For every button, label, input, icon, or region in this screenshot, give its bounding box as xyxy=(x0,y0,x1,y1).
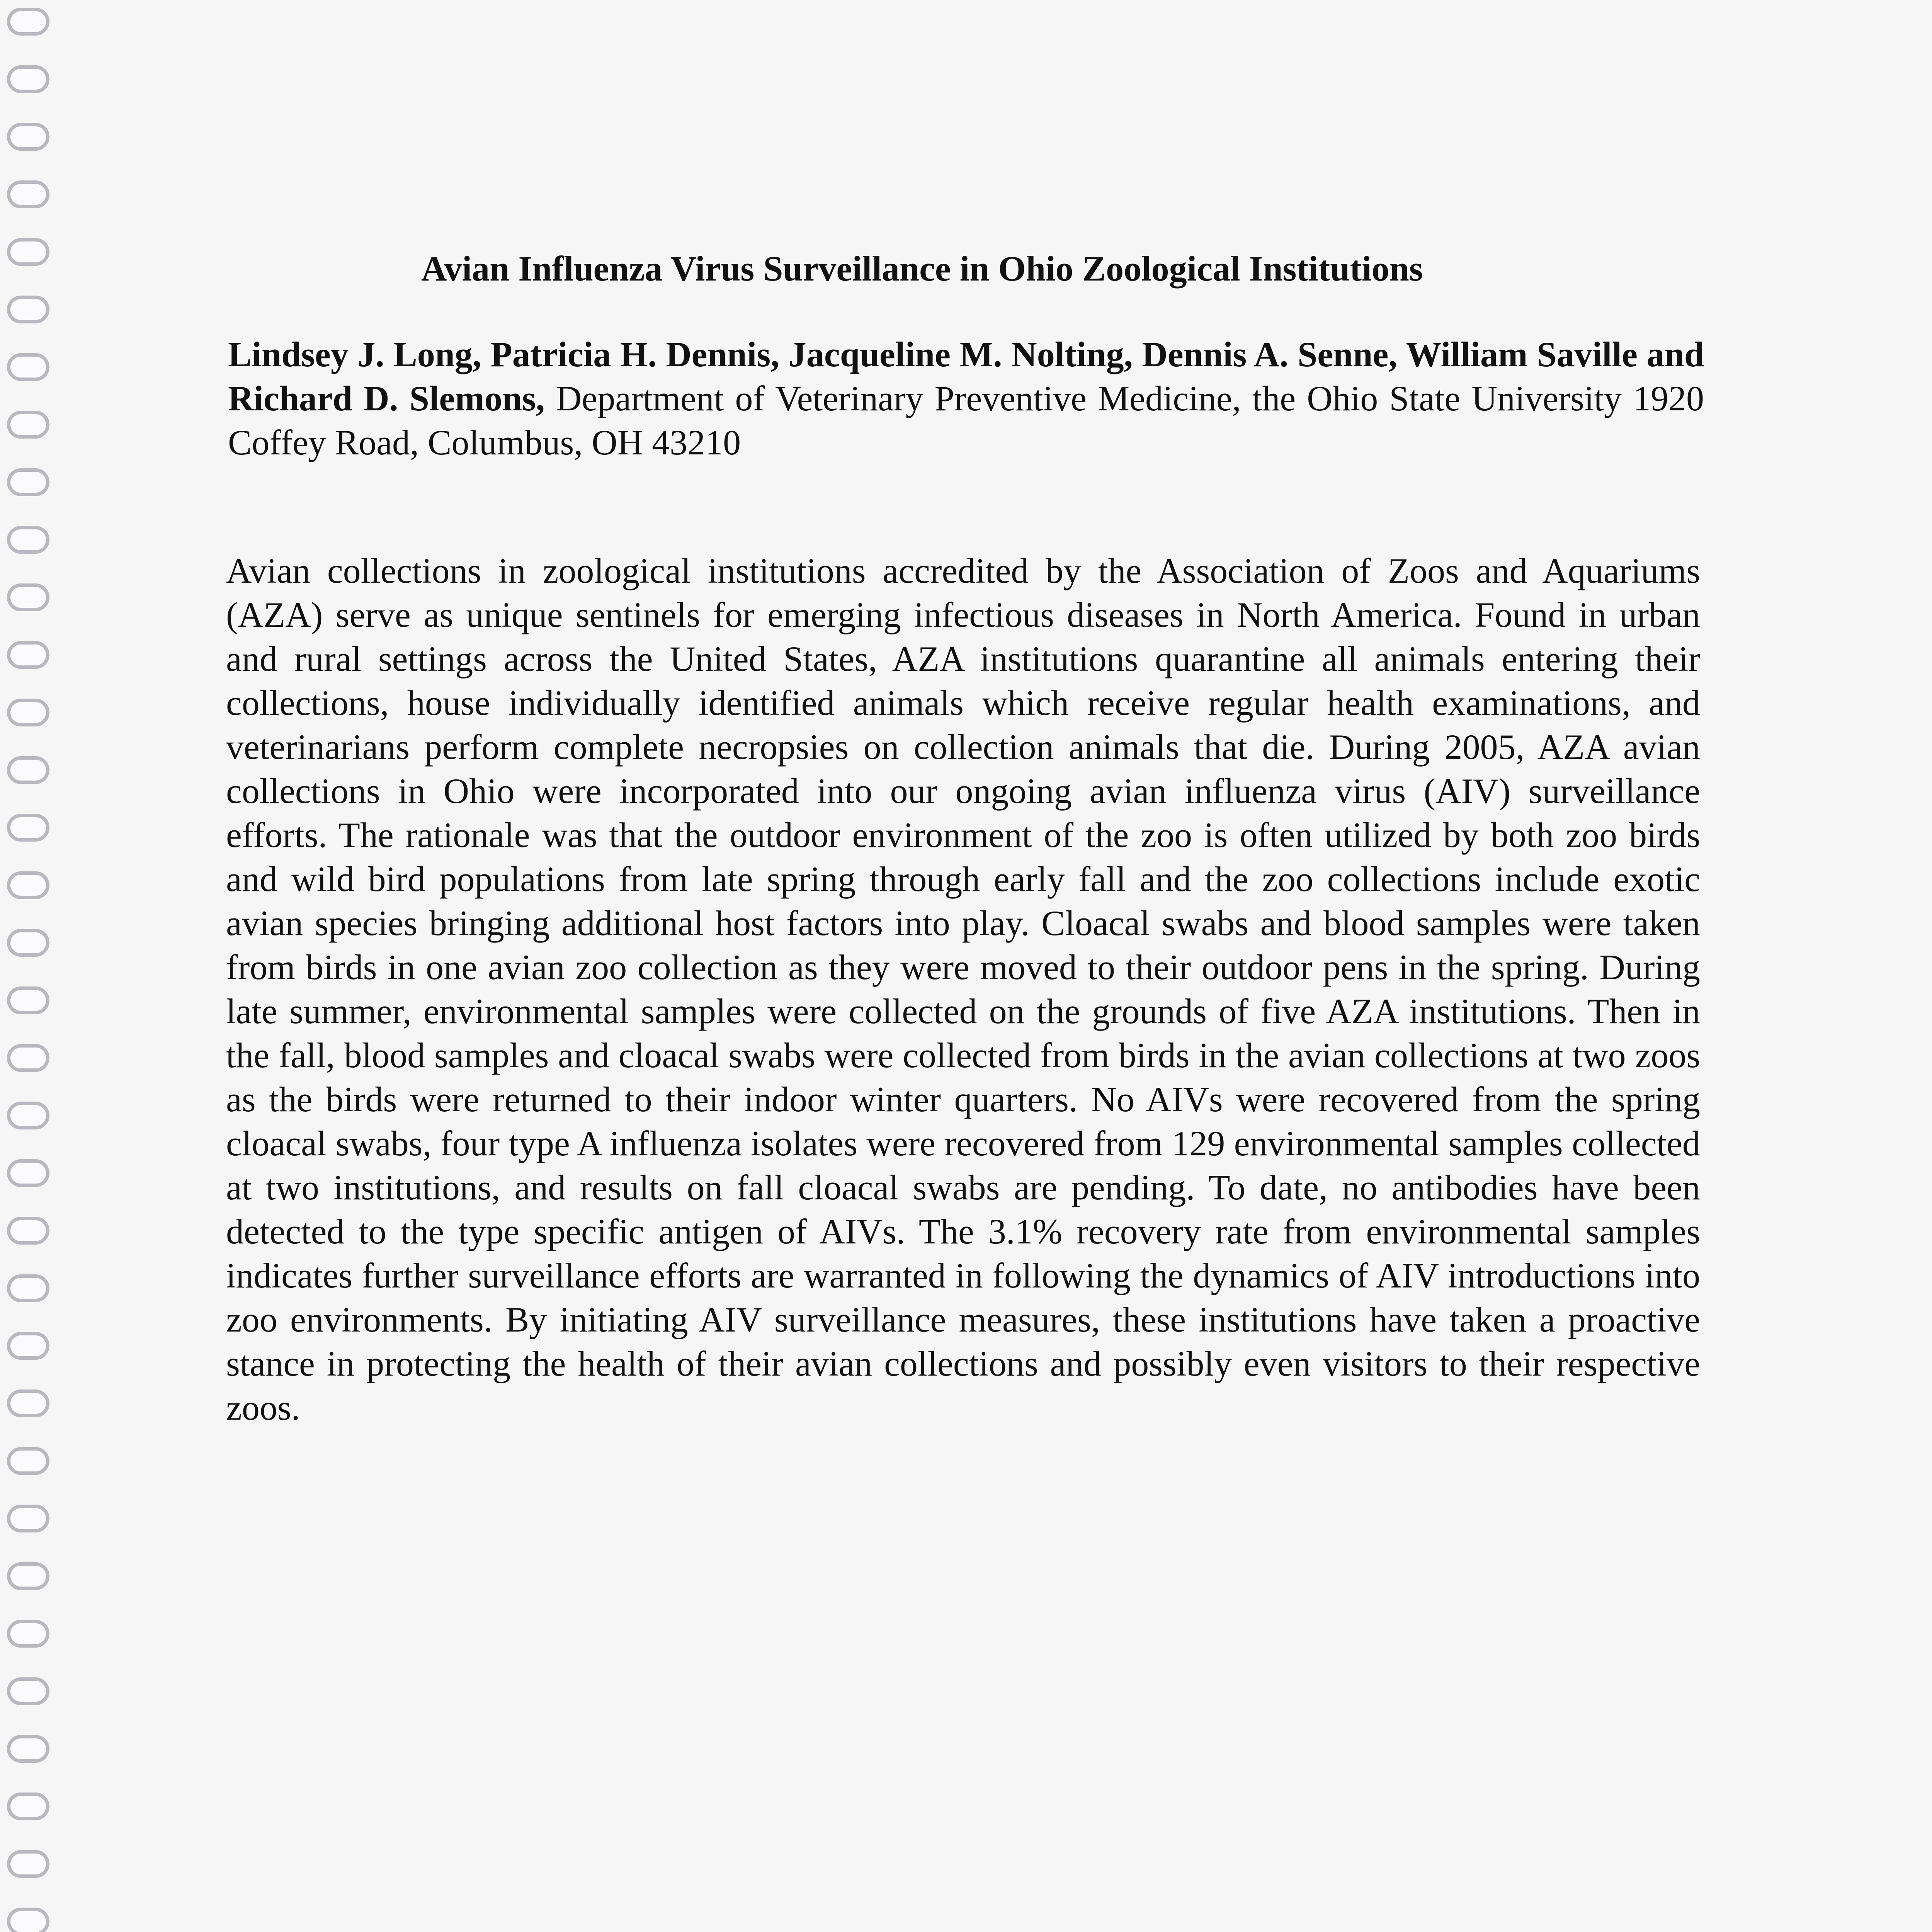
binding-hole xyxy=(7,583,49,611)
binding-hole xyxy=(7,871,49,899)
author-byline xyxy=(228,332,1704,464)
binding-hole xyxy=(7,1793,49,1820)
binding-hole xyxy=(7,1908,49,1932)
binding-hole xyxy=(7,1389,49,1417)
binding-hole xyxy=(7,1735,49,1763)
binding-hole xyxy=(7,1447,49,1475)
binding-hole xyxy=(7,1850,49,1878)
binding-hole xyxy=(7,1044,49,1072)
author-list: Lindsey J. Long, Patricia H. Dennis, Jacqueline M. Nolting, Dennis A. Senne, William Saville and Richard D. Slemons, xyxy=(228,335,1704,418)
binding-hole xyxy=(7,1505,49,1532)
binding-hole xyxy=(7,65,49,93)
binding-hole xyxy=(7,699,49,726)
binding-hole xyxy=(7,180,49,208)
binding-hole xyxy=(7,296,49,323)
binding-hole xyxy=(7,641,49,669)
binding-hole xyxy=(7,929,49,957)
binding-hole xyxy=(7,814,49,842)
binding-hole xyxy=(7,468,49,496)
binding-hole xyxy=(7,1562,49,1590)
abstract-body: Avian collections in zoological institutions accredited by the Association of Zoos and Aquariums (AZA) serve as unique sentinels for emerging infectious diseases in North America. Found in urban and rural settings across the United States, AZA institutions quarantine all animals entering their collections, house individually identified animals which receive regular health examinations, and veterinarians perform complete necropsies on collection animals that die. During 2005, AZA avian collections in Ohio were incorporated into our ongoing avian influenza virus (AIV) surveillance efforts. The rationale was that the outdoor environment of the zoo is often utilized by both zoo birds and wild bird populations from late spring through early fall and the zoo collections include exotic avian species bringing additional host factors into play. Cloacal swabs and blood samples were taken from birds in one avian zoo collection as they were moved to their outdoor pens in the spring. During late summer, environmental samples were collected on the grounds of five AZA institutions. Then in the fall, blood samples and cloacal swabs were collected from birds in the avian collections at two zoos as the birds were returned to their indoor winter quarters. No AIVs were recovered from the spring cloacal swabs, four type A influenza isolates were recovered from 129 environmental samples collected at two institutions, and results on fall cloacal swabs are pending. To date, no antibodies have been detected to the type specific antigen of AIVs. The 3.1% recovery rate from environmental samples indicates further surveillance efforts are warranted in following the dynamics of AIV introductions into zoo environments. By initiating AIV surveillance measures, these institutions have taken a proactive stance in protecting the health of their avian collections and possibly even visitors to their respective zoos. xyxy=(226,551,1700,1427)
binding-hole xyxy=(7,1620,49,1648)
binding-hole xyxy=(7,986,49,1014)
binding-hole xyxy=(7,1677,49,1705)
author-affiliation: Department of Veterinary Preventive Medicine, the Ohio State University 1920 Coffey Road, Columbus, OH 43210 xyxy=(228,379,1704,462)
binding-hole xyxy=(7,756,49,784)
binding-hole xyxy=(7,8,49,36)
binding-hole xyxy=(7,1159,49,1187)
binding-hole xyxy=(7,238,49,266)
binding-hole xyxy=(7,353,49,381)
binding-hole xyxy=(7,1217,49,1245)
document-title: Avian Influenza Virus Surveillance in Ohio Zoological Institutions xyxy=(421,249,1423,288)
spiral-binding xyxy=(0,0,58,1932)
binding-hole xyxy=(7,1102,49,1129)
binding-hole xyxy=(7,411,49,439)
binding-hole xyxy=(7,123,49,151)
binding-hole xyxy=(7,526,49,554)
binding-hole xyxy=(7,1274,49,1302)
binding-hole xyxy=(7,1332,49,1360)
